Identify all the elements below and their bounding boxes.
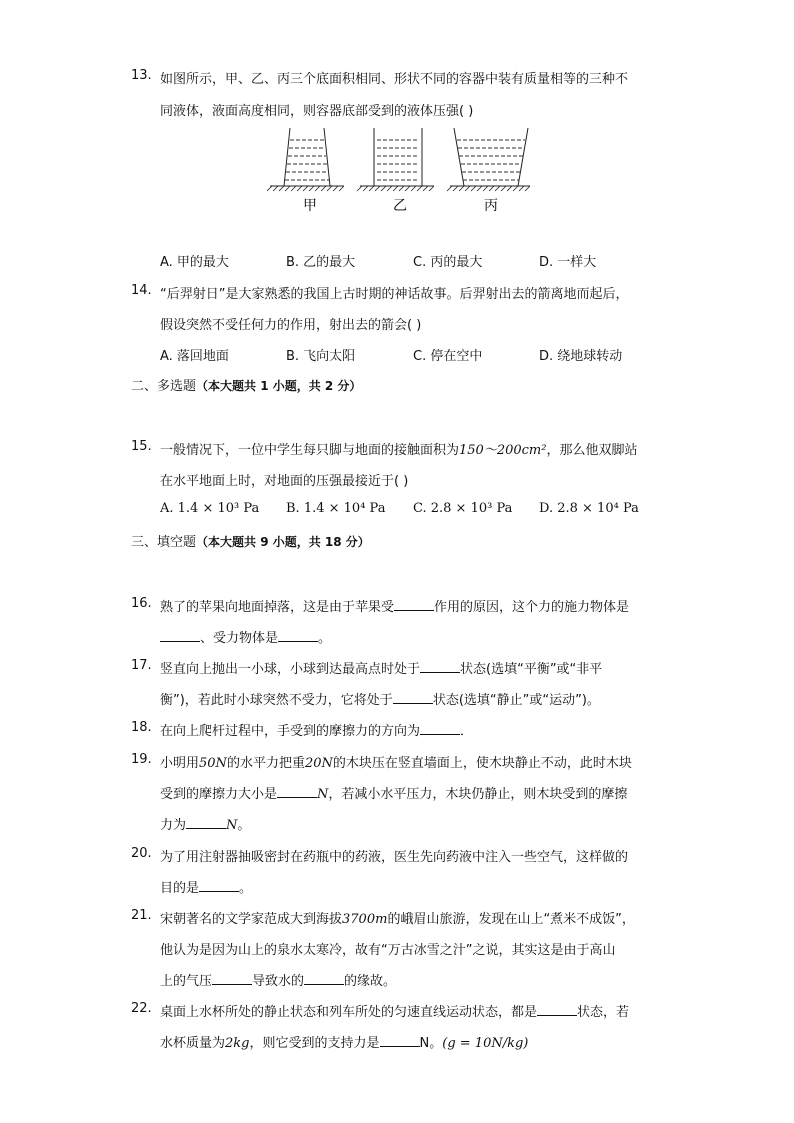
answer-blank[interactable] xyxy=(420,724,460,735)
answer-blank[interactable] xyxy=(420,662,460,673)
option-b[interactable]: B. 1.4 × 10⁴ Pa xyxy=(286,501,386,516)
text-run: 桌面上水杯所处的静止状态和列车所处的匀速直线运动状态，都是 xyxy=(160,1005,538,1020)
section-note: （本大题共 1 小题，共 2 分） xyxy=(196,379,362,393)
answer-blank[interactable] xyxy=(394,600,434,611)
text-run: 目的是 xyxy=(160,881,200,896)
text-run: 状态(选填“静止”或“运动”)。 xyxy=(432,693,600,708)
text-run: 的缘故。 xyxy=(344,974,397,989)
text-run: 。 xyxy=(237,818,251,833)
answer-blank[interactable] xyxy=(199,881,239,892)
containers-figure xyxy=(262,122,542,217)
question-text xyxy=(160,1001,629,1020)
question-text xyxy=(160,877,252,896)
question-number: 14. xyxy=(131,283,152,298)
math-run: N xyxy=(226,818,238,833)
section-title: 二、多选题 xyxy=(131,379,197,394)
question-text xyxy=(160,970,396,989)
question-text xyxy=(160,439,637,458)
option-d[interactable]: D. 一样大 xyxy=(539,255,597,270)
text-run: ，那么他双脚站 xyxy=(546,443,638,458)
text-run: 、受力物体是 xyxy=(200,631,279,646)
question-text: 如图所示，甲、乙、丙三个底面积相同、形状不同的容器中装有质量相等的三种不 xyxy=(160,72,629,87)
text-run: ，若减小水平压力，木块仍静止，则木块受到的摩擦 xyxy=(328,787,628,802)
text-run: 受到的摩擦力大小是 xyxy=(160,787,278,802)
answer-blank[interactable] xyxy=(304,974,344,985)
option-d[interactable]: D. 绕地球转动 xyxy=(539,349,623,364)
question-number: 21. xyxy=(131,908,152,923)
option-c[interactable]: C. 2.8 × 10³ Pa xyxy=(413,501,513,516)
option-d[interactable]: D. 2.8 × 10⁴ Pa xyxy=(539,501,639,516)
text-run: 竖直向上抛出一小球，小球到达最高点时处于 xyxy=(160,662,421,677)
question-text: 同液体，液面高度相同，则容器底部受到的液体压强( ) xyxy=(160,104,474,119)
section-heading xyxy=(131,531,370,550)
answer-blank[interactable] xyxy=(186,818,226,829)
question-number: 19. xyxy=(131,752,152,767)
text-run: 小明用 xyxy=(160,756,200,771)
question-number: 17. xyxy=(131,658,152,673)
math-run: 3700m xyxy=(342,912,388,927)
question-text: 假设突然不受任何力的作用，射出去的箭会( ) xyxy=(160,318,422,333)
question-text xyxy=(160,596,629,615)
text-run: 的木块压在竖直墙面上，使木块静止不动，此时木块 xyxy=(332,756,632,771)
text-run: ． xyxy=(460,724,474,739)
math-run: 20N xyxy=(304,756,333,771)
text-run: 状态，若 xyxy=(577,1005,630,1020)
answer-blank[interactable] xyxy=(212,974,252,985)
text-run: 上的气压 xyxy=(160,974,213,989)
question-text: 为了用注射器抽吸密封在药瓶中的药液，医生先向药液中注入一些空气，这样做的 xyxy=(160,850,629,865)
question-text xyxy=(160,658,602,677)
section-note: （本大题共 9 小题，共 18 分） xyxy=(196,535,370,549)
question-text: 他认为是因为山上的泉水太寒冷，故有“万古冰雪之汁”之说，其实这是由于高山 xyxy=(160,943,616,958)
question-text: “后羿射日”是大家熟悉的我国上古时期的神话故事。后羿射出去的箭离地而起后， xyxy=(160,287,629,302)
text-run: 在向上爬杆过程中，手受到的摩擦力的方向为 xyxy=(160,724,421,739)
option-b[interactable]: B. 飞向太阳 xyxy=(286,349,356,364)
option-a[interactable]: A. 甲的最大 xyxy=(160,255,229,270)
math-run: 2kg xyxy=(225,1036,250,1051)
option-c[interactable]: C. 丙的最大 xyxy=(413,255,483,270)
question-text xyxy=(160,908,635,927)
text-run: 水杯质量为 xyxy=(160,1036,226,1051)
answer-blank[interactable] xyxy=(393,693,433,704)
math-run: (g = 10N/kg) xyxy=(442,1036,529,1051)
figure-label-jia: 甲 xyxy=(303,198,317,214)
option-b[interactable]: B. 乙的最大 xyxy=(286,255,356,270)
text-run: 的峨眉山旅游，发现在山上“煮米不成饭”， xyxy=(387,912,635,927)
question-text xyxy=(160,752,632,771)
text-run: N。 xyxy=(419,1036,443,1051)
question-text xyxy=(160,720,473,739)
question-text xyxy=(160,627,331,646)
question-number: 15. xyxy=(131,439,152,454)
question-text xyxy=(160,689,600,708)
text-run: 的水平力把重 xyxy=(226,756,305,771)
figure-label-yi: 乙 xyxy=(393,198,407,214)
question-number: 20. xyxy=(131,846,152,861)
answer-blank[interactable] xyxy=(160,631,200,642)
question-text xyxy=(160,814,250,833)
answer-blank[interactable] xyxy=(278,631,318,642)
question-number: 22. xyxy=(131,1001,152,1016)
answer-blank[interactable] xyxy=(380,1036,420,1047)
question-text: 在水平地面上时，对地面的压强最接近于( ) xyxy=(160,474,409,489)
text-run: 导致水的 xyxy=(252,974,305,989)
text-run: 一般情况下，一位中学生每只脚与地面的接触面积为 xyxy=(160,443,460,458)
answer-blank[interactable] xyxy=(277,787,317,798)
math-run: N xyxy=(317,787,329,802)
question-text xyxy=(160,1032,528,1051)
math-run: 50N xyxy=(199,756,227,771)
answer-blank[interactable] xyxy=(537,1005,577,1016)
text-run: 状态(选填“平衡”或“非平 xyxy=(460,662,603,677)
text-run: 衡”)，若此时小球突然不受力，它将处于 xyxy=(160,693,393,708)
option-c[interactable]: C. 停在空中 xyxy=(413,349,483,364)
text-run: 作用的原因，这个力的施力物体是 xyxy=(434,600,630,615)
question-text xyxy=(160,783,627,802)
question-number: 13. xyxy=(131,68,152,83)
figure-label-bing: 丙 xyxy=(484,198,498,214)
math-run: 150～200cm² xyxy=(459,443,547,458)
text-run: 力为 xyxy=(160,818,187,833)
text-run: 熟了的苹果向地面掉落，这是由于苹果受 xyxy=(160,600,395,615)
question-number: 16. xyxy=(131,596,152,611)
option-a[interactable]: A. 1.4 × 10³ Pa xyxy=(160,501,260,516)
section-heading xyxy=(131,375,361,394)
option-a[interactable]: A. 落回地面 xyxy=(160,349,229,364)
text-run: 。 xyxy=(239,881,253,896)
text-run: ，则它受到的支持力是 xyxy=(249,1036,380,1051)
text-run: 。 xyxy=(318,631,332,646)
question-number: 18. xyxy=(131,720,152,735)
text-run: 宋朝著名的文学家范成大到海拔 xyxy=(160,912,343,927)
section-title: 三、填空题 xyxy=(131,535,197,550)
